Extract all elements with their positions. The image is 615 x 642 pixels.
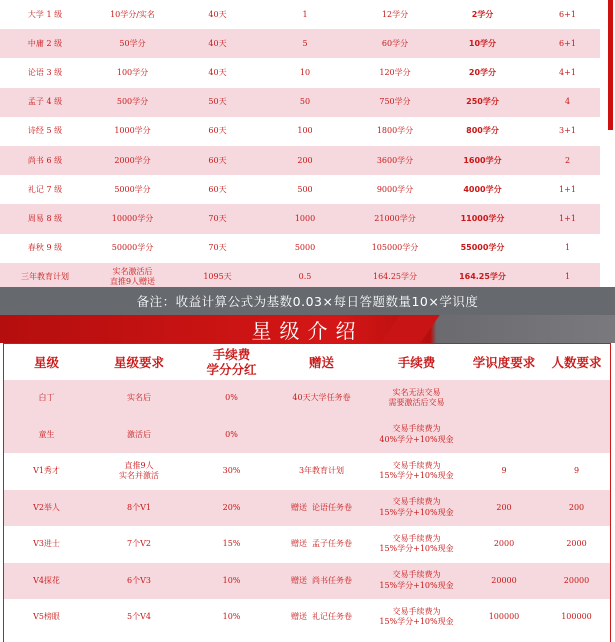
level-count: 1+1: [559, 213, 576, 223]
level-gain: 164.25学分: [459, 272, 506, 282]
star-fee-share: 0%: [225, 429, 238, 439]
header-fee-share: 手续费 学分分红: [206, 347, 257, 377]
level-total: 60学分: [381, 38, 409, 48]
star-fee-share: 15%: [222, 539, 241, 549]
level-quantity: 100: [297, 126, 313, 136]
level-quantity: 1: [302, 9, 308, 19]
level-total: 164.25学分: [373, 272, 417, 282]
table-row: [0, 29, 600, 58]
star-people: 9: [573, 466, 580, 476]
level-count: 4: [564, 97, 571, 107]
level-gain: 10学分: [468, 38, 497, 48]
level-requirement: 5000学分: [114, 184, 151, 194]
star-knowledge: [464, 380, 544, 417]
level-total: 750学分: [379, 97, 411, 107]
level-total: 3600学分: [376, 155, 414, 165]
level-name: 礼记 7 级: [27, 184, 63, 194]
star-requirement: 实名后: [127, 393, 151, 403]
star-people: 100000: [561, 612, 592, 622]
level-quantity: 1000: [294, 213, 316, 223]
star-gift: 赠送 礼记任务卷: [290, 612, 353, 622]
level-requirement: 1000学分: [114, 126, 151, 136]
star-level: V2举人: [33, 502, 60, 512]
level-quantity: 10: [299, 67, 311, 77]
star-people: [544, 417, 609, 454]
star-fee-share: 20%: [222, 502, 241, 512]
table-row: [0, 58, 600, 87]
star-gift: 40天大学任务卷: [292, 393, 351, 403]
level-gain: 2学分: [471, 9, 494, 19]
star-requirement: 8个V1: [127, 502, 151, 512]
level-requirement: 50000学分: [111, 243, 154, 253]
star-people: [544, 380, 609, 417]
level-quantity: 50: [299, 97, 311, 107]
table-row: [0, 204, 600, 233]
star-fee-share: 10%: [222, 612, 241, 622]
note-bar: [0, 287, 615, 315]
level-requirement: 10学分/实名: [110, 9, 155, 19]
level-days: 40天: [208, 67, 227, 77]
level-count: 3+1: [559, 126, 576, 136]
star-knowledge: 20000: [491, 575, 517, 585]
level-total: 105000学分: [371, 243, 419, 253]
level-count: 1+1: [559, 184, 576, 194]
level-quantity: 200: [297, 155, 313, 165]
star-gift: 赠送 尚书任务卷: [290, 575, 353, 585]
header-requirement: 星级要求: [113, 354, 164, 370]
level-requirement: 500学分: [116, 97, 149, 107]
level-name: 春秋 9 级: [27, 243, 63, 253]
table-row: [4, 599, 610, 636]
table-row: [0, 175, 600, 204]
level-count: 1: [564, 272, 571, 282]
star-knowledge: 200: [496, 502, 512, 512]
table-row: [4, 490, 610, 527]
banner-title: 星级介绍: [251, 318, 364, 343]
star-level: V1秀才: [33, 466, 60, 476]
star-fee-share: 10%: [222, 575, 241, 585]
level-gain: 800学分: [466, 126, 499, 136]
star-level-banner: [0, 315, 615, 343]
level-quantity: 5000: [294, 243, 316, 253]
star-people: 200: [568, 502, 585, 512]
star-people: 20000: [563, 575, 590, 585]
table-row: [4, 453, 610, 490]
level-quantity: 5: [302, 38, 308, 48]
star-level: V3进士: [33, 539, 60, 549]
header-people: 人数要求: [551, 354, 602, 370]
level-name: 三年教育计划: [21, 272, 69, 282]
header-fee: 手续费: [397, 354, 436, 370]
star-gift: 赠送 孟子任务卷: [290, 539, 353, 549]
level-total: 1800学分: [376, 126, 414, 136]
table-row: [4, 563, 610, 600]
star-knowledge: 100000: [488, 612, 520, 622]
star-requirement: 直推9人 实名并激活: [119, 460, 159, 481]
level-count: 4+1: [559, 67, 576, 77]
level-days: 60天: [208, 155, 227, 165]
level-requirement: 50学分: [119, 38, 146, 48]
star-fee: 交易手续费为 15%学分+10%现金: [379, 497, 454, 517]
level-name: 孟子 4 级: [27, 97, 63, 107]
level-requirement: 2000学分: [114, 155, 151, 165]
star-level: 童生: [38, 429, 55, 439]
level-name: 尚书 6 级: [27, 155, 63, 165]
header-level: 星级: [33, 354, 59, 370]
star-requirement: 激活后: [127, 429, 151, 439]
level-count: 6+1: [559, 38, 576, 48]
level-gain: 20学分: [468, 67, 497, 77]
level-total: 9000学分: [376, 184, 414, 194]
star-people: 2000: [566, 539, 587, 549]
level-requirement: 实名激活后 直推9人赠送: [109, 267, 156, 287]
level-days: 1095天: [203, 272, 232, 282]
level-requirement: 100学分: [116, 67, 149, 77]
star-requirement: 7个V2: [127, 539, 151, 549]
level-gain: 11000学分: [460, 213, 505, 223]
level-quantity: 500: [297, 184, 313, 194]
level-count: 1: [564, 243, 571, 253]
star-knowledge: 2000: [493, 539, 515, 549]
level-days: 60天: [208, 184, 227, 194]
star-level: 白丁: [38, 393, 55, 403]
level-gain: 4000学分: [463, 184, 502, 194]
level-quantity: 0.5: [298, 272, 312, 282]
level-total: 12学分: [381, 9, 409, 19]
level-requirement: 10000学分: [111, 213, 154, 223]
table-row: [4, 526, 610, 563]
level-name: 论语 3 级: [27, 67, 63, 77]
level-name: 中庸 2 级: [27, 38, 63, 48]
level-total: 120学分: [379, 67, 411, 77]
star-knowledge: 9: [501, 466, 507, 476]
scrollbar[interactable]: [600, 0, 615, 285]
star-fee: 交易手续费为 15%学分+10%现金: [379, 606, 454, 627]
table-row: [0, 117, 600, 146]
star-knowledge: [464, 417, 544, 454]
star-fee: 实名无法交易 需要激活后交易: [388, 387, 445, 408]
table-row: [4, 417, 610, 454]
level-days: 50天: [208, 97, 227, 107]
level-count: 2: [564, 155, 571, 165]
level-days: 70天: [208, 243, 227, 253]
star-level: V5榜眼: [33, 612, 60, 622]
star-fee: 交易手续费为 15%学分+10%现金: [379, 533, 454, 554]
star-fee: 交易手续费为 15%学分+10%现金: [379, 460, 454, 481]
table-row: [0, 0, 600, 29]
task-level-table: [0, 0, 600, 292]
level-days: 60天: [208, 126, 227, 136]
table-row: [0, 234, 600, 263]
table-row: [4, 380, 610, 417]
star-gift: [274, 417, 369, 454]
level-name: 周易 8 级: [27, 213, 63, 223]
star-gift: 赠送 论语任务卷: [290, 502, 353, 512]
header-knowledge: 学识度要求: [472, 354, 536, 370]
table-header-row: [4, 344, 610, 380]
level-days: 70天: [208, 213, 227, 223]
star-fee: 交易手续费为 15%学分+10%现金: [379, 570, 454, 590]
level-count: 6+1: [559, 9, 576, 19]
level-gain: 1600学分: [463, 155, 502, 165]
star-gift: 3年教育计划: [298, 466, 345, 476]
table-row: [0, 146, 600, 175]
star-fee: 交易手续费为 40%学分+10%现金: [379, 424, 454, 444]
level-name: 大学 1 级: [27, 9, 63, 19]
star-level: V4探花: [33, 575, 60, 585]
level-days: 40天: [208, 38, 227, 48]
star-fee-share: 0%: [225, 393, 238, 403]
level-total: 21000学分: [374, 213, 416, 223]
level-name: 诗经 5 级: [27, 126, 63, 136]
star-fee-share: 30%: [222, 466, 241, 476]
scrollbar-thumb[interactable]: [608, 0, 613, 130]
star-requirement: 6个V3: [127, 575, 151, 585]
level-days: 40天: [208, 9, 227, 19]
table-row: [0, 88, 600, 117]
star-requirement: 5个V4: [127, 612, 151, 622]
level-gain: 250学分: [466, 97, 499, 107]
note-text: 备注：收益计算公式为基数0.03×每日答题数量10×学识度: [136, 294, 479, 309]
star-level-table: [3, 343, 611, 642]
header-gift: 赠送: [308, 354, 334, 370]
level-gain: 55000学分: [460, 243, 505, 253]
